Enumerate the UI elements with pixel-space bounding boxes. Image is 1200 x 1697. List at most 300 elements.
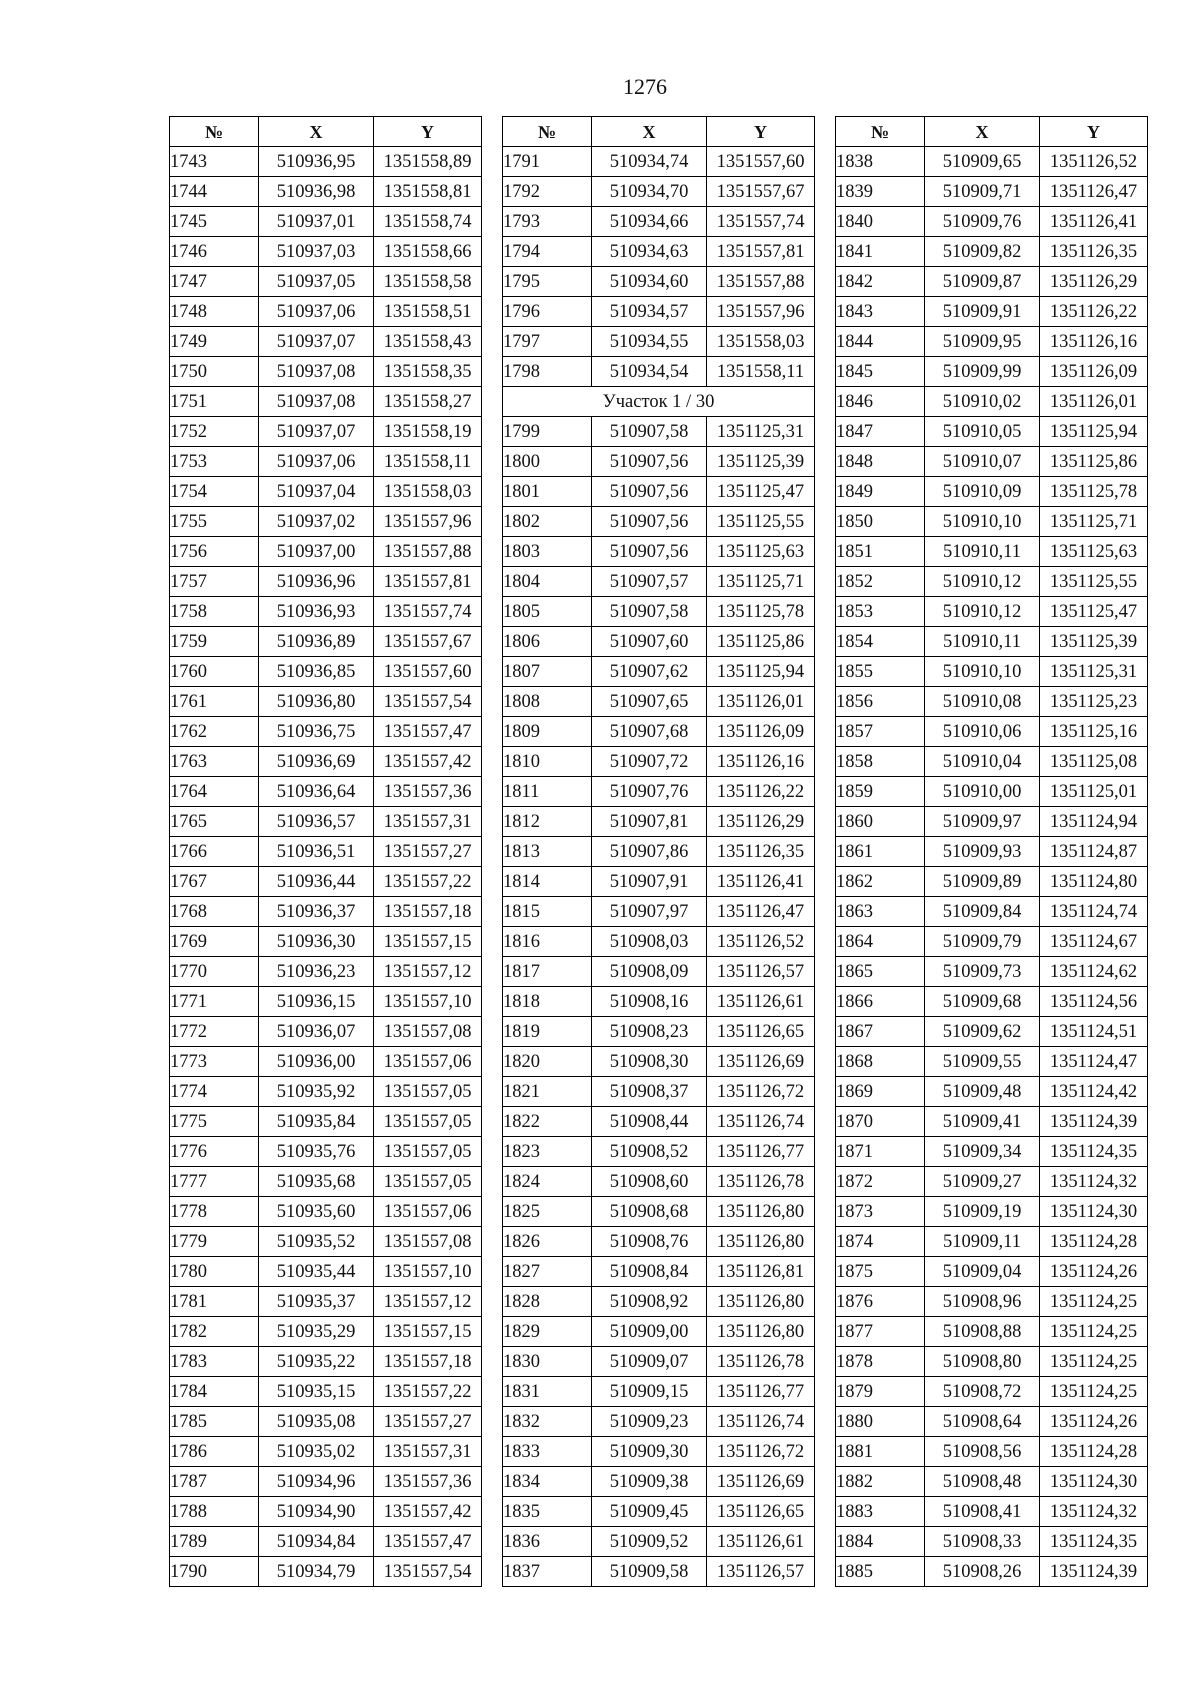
point-number-cell: 1838 [836, 147, 925, 177]
x-coordinate-cell: 510908,88 [925, 1317, 1040, 1347]
point-number-cell: 1793 [503, 207, 592, 237]
x-coordinate-cell: 510910,08 [925, 687, 1040, 717]
point-number-cell: 1768 [170, 897, 259, 927]
x-coordinate-cell: 510936,37 [259, 897, 374, 927]
y-coordinate-cell: 1351557,60 [374, 657, 482, 687]
table-row [503, 1017, 815, 1047]
x-coordinate-cell: 510908,80 [925, 1347, 1040, 1377]
point-number-cell: 1774 [170, 1077, 259, 1107]
table-row [170, 687, 482, 717]
x-coordinate-cell: 510910,12 [925, 597, 1040, 627]
table-row [503, 1107, 815, 1137]
x-coordinate-cell: 510908,41 [925, 1497, 1040, 1527]
table-row [170, 147, 482, 177]
x-coordinate-cell: 510909,45 [592, 1497, 707, 1527]
y-coordinate-cell: 1351558,51 [374, 297, 482, 327]
point-number-cell: 1854 [836, 627, 925, 657]
y-coordinate-cell: 1351124,35 [1040, 1137, 1148, 1167]
table-row [503, 657, 815, 687]
table-row [503, 837, 815, 867]
point-number-cell: 1811 [503, 777, 592, 807]
table-row [170, 447, 482, 477]
table-row [170, 987, 482, 1017]
y-coordinate-cell: 1351124,25 [1040, 1377, 1148, 1407]
table-row [170, 177, 482, 207]
y-coordinate-cell: 1351125,08 [1040, 747, 1148, 777]
y-coordinate-cell: 1351125,86 [1040, 447, 1148, 477]
table-header-row [503, 117, 815, 147]
x-coordinate-cell: 510936,93 [259, 597, 374, 627]
x-coordinate-cell: 510910,11 [925, 627, 1040, 657]
x-coordinate-cell: 510910,02 [925, 387, 1040, 417]
table-row [503, 477, 815, 507]
table-row [503, 987, 815, 1017]
table-row [503, 1347, 815, 1377]
point-number-cell: 1781 [170, 1287, 259, 1317]
point-number-cell: 1795 [503, 267, 592, 297]
table-row [170, 1257, 482, 1287]
y-coordinate-cell: 1351124,62 [1040, 957, 1148, 987]
y-coordinate-cell: 1351125,63 [707, 537, 815, 567]
point-number-cell: 1851 [836, 537, 925, 567]
y-coordinate-cell: 1351558,43 [374, 327, 482, 357]
x-coordinate-cell: 510908,60 [592, 1167, 707, 1197]
x-coordinate-cell: 510935,68 [259, 1167, 374, 1197]
table-row [836, 177, 1148, 207]
x-coordinate-cell: 510937,01 [259, 207, 374, 237]
x-coordinate-cell: 510937,02 [259, 507, 374, 537]
table-row [170, 207, 482, 237]
x-coordinate-cell: 510908,26 [925, 1557, 1040, 1587]
table-header-row [836, 117, 1148, 147]
table-row [836, 1347, 1148, 1377]
y-coordinate-cell: 1351125,71 [707, 567, 815, 597]
y-coordinate-cell: 1351124,67 [1040, 927, 1148, 957]
table-row [836, 687, 1148, 717]
x-coordinate-cell: 510909,95 [925, 327, 1040, 357]
x-coordinate-cell: 510908,56 [925, 1437, 1040, 1467]
x-coordinate-cell: 510909,71 [925, 177, 1040, 207]
y-coordinate-cell: 1351557,12 [374, 1287, 482, 1317]
table-row [170, 1077, 482, 1107]
y-coordinate-cell: 1351126,09 [707, 717, 815, 747]
y-coordinate-cell: 1351126,81 [707, 1257, 815, 1287]
table-row [503, 447, 815, 477]
table-row [503, 357, 815, 387]
table-row [503, 1047, 815, 1077]
y-coordinate-cell: 1351126,78 [707, 1167, 815, 1197]
table-row [503, 927, 815, 957]
table-row [836, 627, 1148, 657]
point-number-cell: 1769 [170, 927, 259, 957]
x-coordinate-cell: 510908,52 [592, 1137, 707, 1167]
y-coordinate-cell: 1351126,01 [707, 687, 815, 717]
x-coordinate-cell: 510936,98 [259, 177, 374, 207]
point-number-cell: 1875 [836, 1257, 925, 1287]
point-number-cell: 1857 [836, 717, 925, 747]
x-coordinate-cell: 510935,92 [259, 1077, 374, 1107]
table-row [836, 657, 1148, 687]
table-body [503, 147, 815, 1587]
point-number-cell: 1819 [503, 1017, 592, 1047]
point-number-cell: 1870 [836, 1107, 925, 1137]
point-number-cell: 1834 [503, 1467, 592, 1497]
x-coordinate-cell: 510909,91 [925, 297, 1040, 327]
x-coordinate-cell: 510936,85 [259, 657, 374, 687]
table-row [503, 1317, 815, 1347]
y-coordinate-cell: 1351125,31 [707, 417, 815, 447]
y-coordinate-cell: 1351558,58 [374, 267, 482, 297]
table-row [170, 1317, 482, 1347]
y-coordinate-cell: 1351557,47 [374, 1527, 482, 1557]
y-coordinate-cell: 1351124,25 [1040, 1287, 1148, 1317]
x-coordinate-cell: 510908,68 [592, 1197, 707, 1227]
point-number-cell: 1749 [170, 327, 259, 357]
y-coordinate-cell: 1351125,39 [1040, 627, 1148, 657]
point-number-cell: 1775 [170, 1107, 259, 1137]
table-row [836, 777, 1148, 807]
y-coordinate-cell: 1351126,35 [707, 837, 815, 867]
y-coordinate-cell: 1351125,16 [1040, 717, 1148, 747]
x-coordinate-cell: 510908,30 [592, 1047, 707, 1077]
point-number-cell: 1842 [836, 267, 925, 297]
point-number-cell: 1832 [503, 1407, 592, 1437]
y-coordinate-cell: 1351125,39 [707, 447, 815, 477]
header-number: № [170, 117, 259, 147]
x-coordinate-cell: 510910,00 [925, 777, 1040, 807]
header-number: № [836, 117, 925, 147]
y-coordinate-cell: 1351125,47 [1040, 597, 1148, 627]
y-coordinate-cell: 1351124,56 [1040, 987, 1148, 1017]
y-coordinate-cell: 1351126,01 [1040, 387, 1148, 417]
point-number-cell: 1879 [836, 1377, 925, 1407]
point-number-cell: 1883 [836, 1497, 925, 1527]
header-x: X [259, 117, 374, 147]
table-row [170, 1197, 482, 1227]
table-row [170, 957, 482, 987]
table-row [836, 747, 1148, 777]
point-number-cell: 1809 [503, 717, 592, 747]
point-number-cell: 1876 [836, 1287, 925, 1317]
x-coordinate-cell: 510909,30 [592, 1437, 707, 1467]
y-coordinate-cell: 1351557,42 [374, 1497, 482, 1527]
point-number-cell: 1866 [836, 987, 925, 1017]
table-row [836, 1317, 1148, 1347]
table-row [836, 477, 1148, 507]
y-coordinate-cell: 1351558,03 [707, 327, 815, 357]
x-coordinate-cell: 510936,89 [259, 627, 374, 657]
x-coordinate-cell: 510909,62 [925, 1017, 1040, 1047]
y-coordinate-cell: 1351557,31 [374, 1437, 482, 1467]
point-number-cell: 1829 [503, 1317, 592, 1347]
x-coordinate-cell: 510937,04 [259, 477, 374, 507]
x-coordinate-cell: 510934,79 [259, 1557, 374, 1587]
point-number-cell: 1765 [170, 807, 259, 837]
y-coordinate-cell: 1351557,42 [374, 747, 482, 777]
y-coordinate-cell: 1351557,36 [374, 1467, 482, 1497]
point-number-cell: 1871 [836, 1137, 925, 1167]
y-coordinate-cell: 1351124,26 [1040, 1257, 1148, 1287]
x-coordinate-cell: 510908,64 [925, 1407, 1040, 1437]
point-number-cell: 1767 [170, 867, 259, 897]
y-coordinate-cell: 1351557,05 [374, 1167, 482, 1197]
table-row [170, 1467, 482, 1497]
point-number-cell: 1744 [170, 177, 259, 207]
y-coordinate-cell: 1351124,80 [1040, 867, 1148, 897]
x-coordinate-cell: 510937,08 [259, 357, 374, 387]
table-row [170, 807, 482, 837]
y-coordinate-cell: 1351124,30 [1040, 1197, 1148, 1227]
y-coordinate-cell: 1351126,77 [707, 1377, 815, 1407]
x-coordinate-cell: 510909,89 [925, 867, 1040, 897]
table-row [503, 147, 815, 177]
table-row [503, 1077, 815, 1107]
table-row [503, 1377, 815, 1407]
point-number-cell: 1836 [503, 1527, 592, 1557]
y-coordinate-cell: 1351126,16 [1040, 327, 1148, 357]
y-coordinate-cell: 1351557,06 [374, 1197, 482, 1227]
point-number-cell: 1865 [836, 957, 925, 987]
x-coordinate-cell: 510935,29 [259, 1317, 374, 1347]
x-coordinate-cell: 510907,97 [592, 897, 707, 927]
point-number-cell: 1827 [503, 1257, 592, 1287]
y-coordinate-cell: 1351126,80 [707, 1287, 815, 1317]
point-number-cell: 1796 [503, 297, 592, 327]
point-number-cell: 1779 [170, 1227, 259, 1257]
table-row [836, 417, 1148, 447]
table-row [503, 1197, 815, 1227]
table-row [503, 1467, 815, 1497]
y-coordinate-cell: 1351124,74 [1040, 897, 1148, 927]
x-coordinate-cell: 510909,48 [925, 1077, 1040, 1107]
x-coordinate-cell: 510934,96 [259, 1467, 374, 1497]
x-coordinate-cell: 510908,09 [592, 957, 707, 987]
x-coordinate-cell: 510908,76 [592, 1227, 707, 1257]
x-coordinate-cell: 510935,84 [259, 1107, 374, 1137]
table-row [170, 477, 482, 507]
x-coordinate-cell: 510935,22 [259, 1347, 374, 1377]
table-row [503, 567, 815, 597]
point-number-cell: 1745 [170, 207, 259, 237]
x-coordinate-cell: 510908,03 [592, 927, 707, 957]
x-coordinate-cell: 510910,07 [925, 447, 1040, 477]
table-row [836, 957, 1148, 987]
table-header-row [170, 117, 482, 147]
y-coordinate-cell: 1351557,36 [374, 777, 482, 807]
x-coordinate-cell: 510908,44 [592, 1107, 707, 1137]
point-number-cell: 1789 [170, 1527, 259, 1557]
point-number-cell: 1825 [503, 1197, 592, 1227]
x-coordinate-cell: 510908,33 [925, 1527, 1040, 1557]
x-coordinate-cell: 510934,84 [259, 1527, 374, 1557]
table-row [836, 717, 1148, 747]
table-row [836, 1557, 1148, 1587]
table-row [503, 1287, 815, 1317]
header-y: Y [707, 117, 815, 147]
point-number-cell: 1787 [170, 1467, 259, 1497]
point-number-cell: 1784 [170, 1377, 259, 1407]
table-row [503, 1227, 815, 1257]
y-coordinate-cell: 1351124,94 [1040, 807, 1148, 837]
point-number-cell: 1846 [836, 387, 925, 417]
point-number-cell: 1776 [170, 1137, 259, 1167]
x-coordinate-cell: 510935,60 [259, 1197, 374, 1227]
x-coordinate-cell: 510909,82 [925, 237, 1040, 267]
table-row [170, 1227, 482, 1257]
page-number: 1276 [623, 74, 667, 99]
x-coordinate-cell: 510909,19 [925, 1197, 1040, 1227]
table-row [503, 1557, 815, 1587]
point-number-cell: 1760 [170, 657, 259, 687]
point-number-cell: 1764 [170, 777, 259, 807]
table-row [836, 1047, 1148, 1077]
x-coordinate-cell: 510909,27 [925, 1167, 1040, 1197]
table-row [170, 1527, 482, 1557]
point-number-cell: 1826 [503, 1227, 592, 1257]
y-coordinate-cell: 1351557,81 [374, 567, 482, 597]
table-row [170, 867, 482, 897]
table-row [170, 717, 482, 747]
y-coordinate-cell: 1351557,54 [374, 687, 482, 717]
point-number-cell: 1785 [170, 1407, 259, 1437]
x-coordinate-cell: 510908,84 [592, 1257, 707, 1287]
table-row [170, 927, 482, 957]
y-coordinate-cell: 1351558,11 [707, 357, 815, 387]
y-coordinate-cell: 1351125,47 [707, 477, 815, 507]
y-coordinate-cell: 1351125,94 [707, 657, 815, 687]
point-number-cell: 1757 [170, 567, 259, 597]
x-coordinate-cell: 510907,81 [592, 807, 707, 837]
table-body [170, 147, 482, 1587]
y-coordinate-cell: 1351557,05 [374, 1077, 482, 1107]
table-row [836, 267, 1148, 297]
coordinates-table-1 [169, 116, 482, 1587]
x-coordinate-cell: 510910,06 [925, 717, 1040, 747]
table-row [170, 327, 482, 357]
point-number-cell: 1754 [170, 477, 259, 507]
table-row [170, 387, 482, 417]
table-row [170, 357, 482, 387]
table-row [836, 537, 1148, 567]
y-coordinate-cell: 1351125,23 [1040, 687, 1148, 717]
y-coordinate-cell: 1351126,61 [707, 987, 815, 1017]
y-coordinate-cell: 1351125,71 [1040, 507, 1148, 537]
x-coordinate-cell: 510907,56 [592, 477, 707, 507]
table-row [503, 1407, 815, 1437]
point-number-cell: 1845 [836, 357, 925, 387]
table-row [170, 1437, 482, 1467]
y-coordinate-cell: 1351557,60 [707, 147, 815, 177]
y-coordinate-cell: 1351125,55 [1040, 567, 1148, 597]
point-number-cell: 1849 [836, 477, 925, 507]
table-row [503, 1437, 815, 1467]
point-number-cell: 1840 [836, 207, 925, 237]
table-row [170, 1017, 482, 1047]
y-coordinate-cell: 1351557,88 [707, 267, 815, 297]
table-row [503, 237, 815, 267]
table-row [170, 1497, 482, 1527]
point-number-cell: 1813 [503, 837, 592, 867]
x-coordinate-cell: 510909,99 [925, 357, 1040, 387]
y-coordinate-cell: 1351557,67 [374, 627, 482, 657]
point-number-cell: 1839 [836, 177, 925, 207]
point-number-cell: 1835 [503, 1497, 592, 1527]
table-row [503, 957, 815, 987]
y-coordinate-cell: 1351557,54 [374, 1557, 482, 1587]
point-number-cell: 1807 [503, 657, 592, 687]
x-coordinate-cell: 510909,11 [925, 1227, 1040, 1257]
x-coordinate-cell: 510907,60 [592, 627, 707, 657]
point-number-cell: 1788 [170, 1497, 259, 1527]
table-row [503, 1527, 815, 1557]
point-number-cell: 1867 [836, 1017, 925, 1047]
y-coordinate-cell: 1351125,55 [707, 507, 815, 537]
point-number-cell: 1823 [503, 1137, 592, 1167]
table-row [170, 1407, 482, 1437]
table-row [170, 1137, 482, 1167]
point-number-cell: 1844 [836, 327, 925, 357]
x-coordinate-cell: 510936,80 [259, 687, 374, 717]
x-coordinate-cell: 510908,72 [925, 1377, 1040, 1407]
y-coordinate-cell: 1351557,12 [374, 957, 482, 987]
point-number-cell: 1750 [170, 357, 259, 387]
y-coordinate-cell: 1351124,39 [1040, 1107, 1148, 1137]
x-coordinate-cell: 510936,00 [259, 1047, 374, 1077]
point-number-cell: 1824 [503, 1167, 592, 1197]
table-row [836, 1467, 1148, 1497]
table-row [836, 1437, 1148, 1467]
table-row [836, 1407, 1148, 1437]
y-coordinate-cell: 1351126,16 [707, 747, 815, 777]
y-coordinate-cell: 1351126,80 [707, 1227, 815, 1257]
point-number-cell: 1792 [503, 177, 592, 207]
table-row [836, 1257, 1148, 1287]
y-coordinate-cell: 1351558,66 [374, 237, 482, 267]
x-coordinate-cell: 510909,15 [592, 1377, 707, 1407]
y-coordinate-cell: 1351557,06 [374, 1047, 482, 1077]
y-coordinate-cell: 1351557,15 [374, 927, 482, 957]
point-number-cell: 1843 [836, 297, 925, 327]
x-coordinate-cell: 510910,05 [925, 417, 1040, 447]
x-coordinate-cell: 510909,68 [925, 987, 1040, 1017]
y-coordinate-cell: 1351558,81 [374, 177, 482, 207]
table-row [170, 897, 482, 927]
y-coordinate-cell: 1351557,05 [374, 1137, 482, 1167]
table-row [836, 1017, 1148, 1047]
point-number-cell: 1878 [836, 1347, 925, 1377]
y-coordinate-cell: 1351125,78 [1040, 477, 1148, 507]
point-number-cell: 1850 [836, 507, 925, 537]
table-row [836, 1497, 1148, 1527]
x-coordinate-cell: 510936,07 [259, 1017, 374, 1047]
y-coordinate-cell: 1351125,94 [1040, 417, 1148, 447]
x-coordinate-cell: 510909,76 [925, 207, 1040, 237]
table-row [170, 1347, 482, 1377]
point-number-cell: 1772 [170, 1017, 259, 1047]
x-coordinate-cell: 510937,00 [259, 537, 374, 567]
y-coordinate-cell: 1351124,25 [1040, 1347, 1148, 1377]
y-coordinate-cell: 1351557,88 [374, 537, 482, 567]
x-coordinate-cell: 510934,54 [592, 357, 707, 387]
y-coordinate-cell: 1351557,08 [374, 1017, 482, 1047]
x-coordinate-cell: 510909,73 [925, 957, 1040, 987]
table-row [170, 267, 482, 297]
y-coordinate-cell: 1351126,74 [707, 1407, 815, 1437]
point-number-cell: 1797 [503, 327, 592, 357]
point-number-cell: 1873 [836, 1197, 925, 1227]
y-coordinate-cell: 1351557,27 [374, 837, 482, 867]
table-row [503, 807, 815, 837]
